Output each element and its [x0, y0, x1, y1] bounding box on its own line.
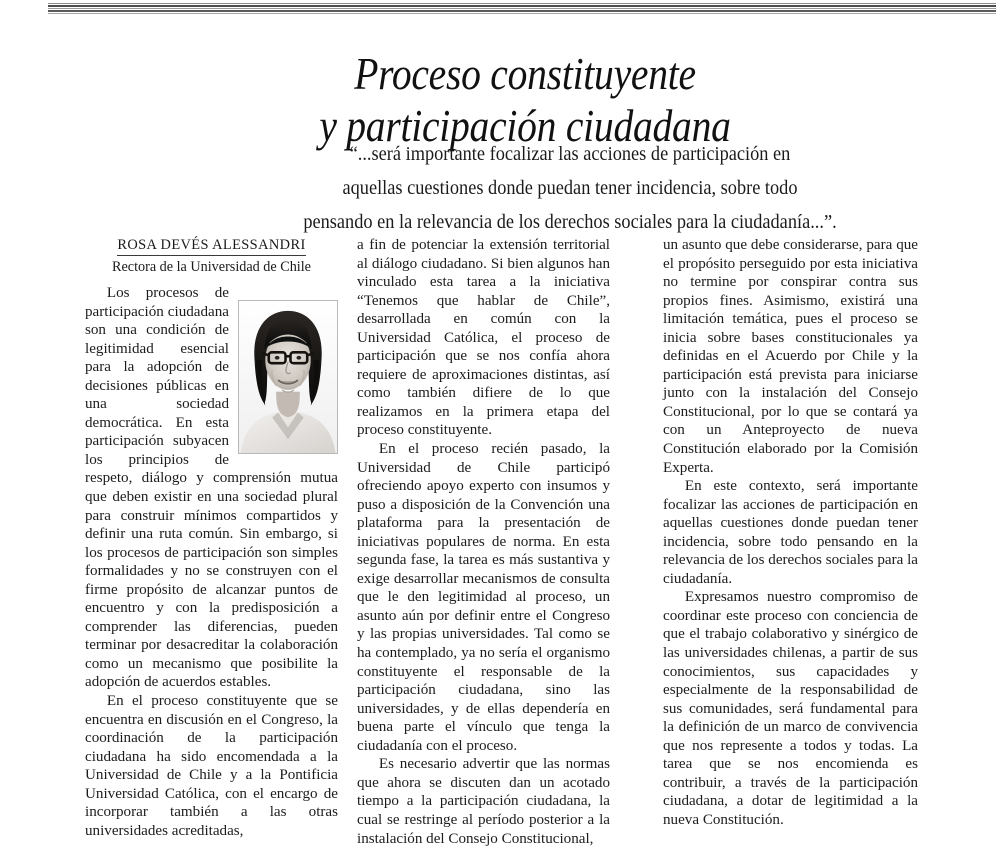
article-body — [85, 236, 965, 847]
article-column-1 — [85, 236, 338, 840]
paragraph: Expresamos nuestro compromiso de coordinar este proceso con conciencia de que el trabajo colaborativo y sinérgico de las universidades chilenas, a partir de sus conocimientos, sus capacidades y especialmente de la responsabilidad de sus comunidades, será fundamental para la definición de un marco de convivencia que nos represente a todos y todas. La tarea que se nos encomienda es contribuir, a través de la participación ciudadana, a dotar de legitimidad a la nueva Constitución. — [663, 589, 918, 828]
paragraph: a fin de potenciar la extensión territorial al diálogo ciudadano. Si bien algunos han vinculado esta tarea a la iniciativa “Tenemos que hablar de Chile”, desarrollada en común con la Universidad Católica, el proceso de participación que se nos confía ahora requiere de aproximaciones distintas, así como también difiere de lo que realizamos en la primera etapa del proceso constituyente. — [357, 237, 610, 439]
top-rule-divider — [48, 3, 996, 15]
pullquote-line-2: aquellas cuestiones donde puedan tener incidencia, sobre todo — [342, 178, 798, 199]
author-role: Rectora de la Universidad de Chile — [112, 259, 311, 275]
paragraph: En el proceso recién pasado, la Universidad de Chile participó ofreciendo apoyo experto con insumos y puso a disposición de la Convención una plataforma para la presentación de iniciativas populares de norma. En esta segunda fase, la tarea es más sustantiva y exige desarrollar mecanismos de consulta que le den legitimidad al proceso, un asunto aún por definir entre el Congreso y las propias universidades. Tal como se ha contemplado, ya no sería el organismo constituyente el responsable de la participación ciudadana, sino las universidades, y de ellas dependería en buena parte el vínculo que tenga la ciudadanía con el proceso. — [357, 441, 610, 754]
article-column-2 — [357, 236, 610, 848]
paragraph: Es necesario advertir que las normas que ahora se discuten dan un acotado tiempo a la participación ciudadana, la cual se restringe al período posterior a la instalación del Consejo Constitucional, — [357, 756, 610, 847]
paragraph: En este contexto, será importante focalizar las acciones de participación en aquellas cuestiones donde puedan tener incidencia, sobre todo pensando en la relevancia de los derechos sociales para la ciudadanía. — [663, 478, 918, 587]
article-headline — [116, 48, 934, 152]
headline-line-1: Proceso constituyente — [354, 49, 696, 100]
rule-line-2 — [48, 5, 996, 7]
rule-line-1 — [48, 3, 996, 4]
paragraph: Los procesos de participación ciudadana son una condición de legitimidad esencial para la adopción de decisiones públicas en una sociedad democrática. En esta participación subyacen los principios de respeto, diálogo y comprensión mutua que deben existir en una sociedad plural para construir mínimos compartidos y definir una ruta común. Sin embargo, si los procesos de participación son simples formalidades y no se construyen con el firme propósito de alcanzar puntos de encuentro y con la predisposición a comprender las diferencias, pueden terminar por desacreditar la colaboración como un mecanismo que posibilite la adopción de acuerdos estables. — [85, 285, 338, 691]
pullquote-line-1: “...será importante focalizar las acciones de participación en — [349, 144, 791, 165]
rule-line-5 — [48, 13, 996, 14]
byline — [85, 236, 338, 277]
author-name: ROSA DEVÉS ALESSANDRI — [117, 237, 305, 256]
author-photo — [238, 300, 338, 454]
pullquote-line-3: pensando en la relevancia de los derechos sociales para la ciudadanía...”. — [303, 212, 837, 233]
rule-line-3 — [48, 8, 996, 9]
paragraph: un asunto que debe considerarse, para que el propósito perseguido por esta iniciativa no termine por conspirar contra sus propios fines. Asimismo, existirá una limitación temática, pues el proceso se inicia sobre bases constitucionales ya definidas en el Acuerdo por Chile y la participación está prevista para iniciarse junto con la instalación del Consejo Constitucional, por lo que se contará ya con un Anteproyecto de nueva Constitución elaborado por la Comisión Experta. — [663, 237, 918, 476]
paragraph: En el proceso constituyente que se encuentra en discusión en el Congreso, la coordinación de la participación ciudadana ha sido encomendada a la Universidad de Chile y a la Pontificia Universidad Católica, con el encargo de incorporar también a las otras universidades acreditadas, — [85, 693, 338, 839]
article-pullquote — [199, 138, 942, 240]
article-column-3 — [663, 236, 918, 830]
headline-line-2: y participación ciudadana — [319, 101, 731, 152]
rule-line-4 — [48, 10, 996, 12]
